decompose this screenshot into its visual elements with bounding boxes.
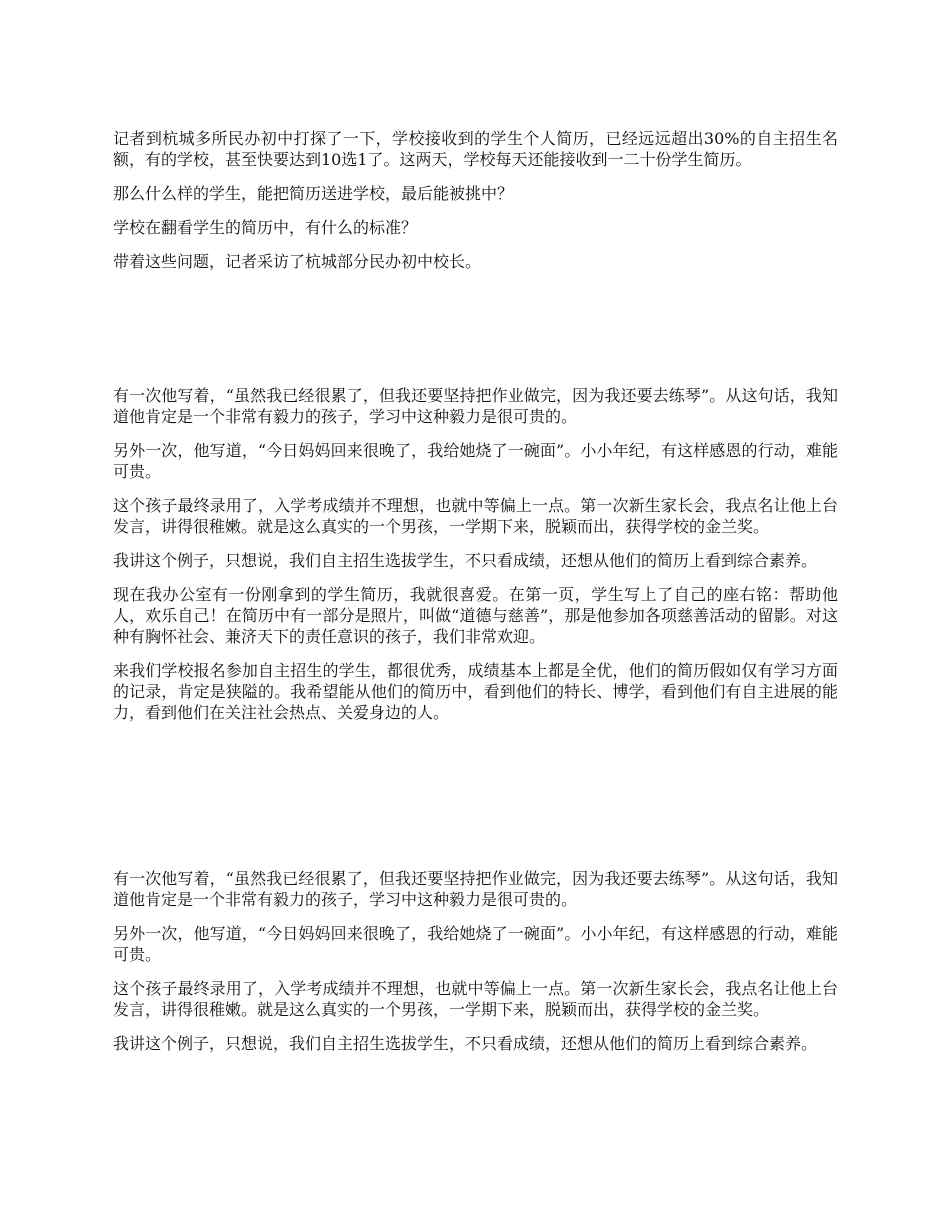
text-section-2 [113, 385, 838, 736]
paragraph: 另外一次，他写道，“今日妈妈回来很晚了，我给她烧了一碗面”。小小年纪，有这样感恩的行动，难能可贵。 [113, 441, 838, 481]
paragraph: 有一次他写着，“虽然我已经很累了，但我还要坚持把作业做完，因为我还要去练琴”。从这句话，我知道他肯定是一个非常有毅力的孩子，学习中这种毅力是很可贵的。 [113, 386, 838, 426]
text-section-1 [113, 128, 838, 285]
paragraph: 那么什么样的学生，能把简历送进学校，最后能被挑中？ [113, 184, 514, 203]
paragraph: 来我们学校报名参加自主招生的学生，都很优秀，成绩基本上都是全优，他们的简历假如仅有学习方面的记录，肯定是狭隘的。我希望能从他们的简历中，看到他们的特长、博学，看到他们有自主进展的能力，看到他们在关注社会热点、关爱身边的人。 [113, 661, 838, 722]
paragraph: 记者到杭城多所民办初中打探了一下，学校接收到的学生个人简历，已经远远超出30%的自主招生名额，有的学校，甚至快要达到10选1了。这两天，学校每天还能接收到一二十份学生简历。 [113, 129, 838, 169]
paragraph: 有一次他写着，“虽然我已经很累了，但我还要坚持把作业做完，因为我还要去练琴”。从这句话，我知道他肯定是一个非常有毅力的孩子，学习中这种毅力是很可贵的。 [113, 869, 838, 909]
paragraph: 另外一次，他写道，“今日妈妈回来很晚了，我给她烧了一碗面”。小小年纪，有这样感恩的行动，难能可贵。 [113, 924, 838, 964]
text-section-3 [113, 868, 838, 1067]
paragraph: 这个孩子最终录用了，入学考成绩并不理想，也就中等偏上一点。第一次新生家长会，我点名让他上台发言，讲得很稚嫩。就是这么真实的一个男孩，一学期下来，脱颖而出，获得学校的金兰奖。 [113, 496, 838, 536]
paragraph: 带着这些问题，记者采访了杭城部分民办初中校长。 [113, 252, 482, 271]
paragraph: 现在我办公室有一份刚拿到的学生简历，我就很喜爱。在第一页，学生写上了自己的座右铭：帮助他人，欢乐自己！在简历中有一部分是照片，叫做“道德与慈善”，那是他参加各项慈善活动的留影。对这种有胸怀社会、兼济天下的责任意识的孩子，我们非常欢迎。 [113, 585, 838, 646]
paragraph: 这个孩子最终录用了，入学考成绩并不理想，也就中等偏上一点。第一次新生家长会，我点名让他上台发言，讲得很稚嫩。就是这么真实的一个男孩，一学期下来，脱颖而出，获得学校的金兰奖。 [113, 979, 838, 1019]
paragraph: 我讲这个例子，只想说，我们自主招生选拔学生，不只看成绩，还想从他们的简历上看到综合素养。 [113, 551, 818, 570]
paragraph: 学校在翻看学生的简历中，有什么的标准？ [113, 218, 418, 237]
paragraph: 我讲这个例子，只想说，我们自主招生选拔学生，不只看成绩，还想从他们的简历上看到综合素养。 [113, 1034, 818, 1053]
